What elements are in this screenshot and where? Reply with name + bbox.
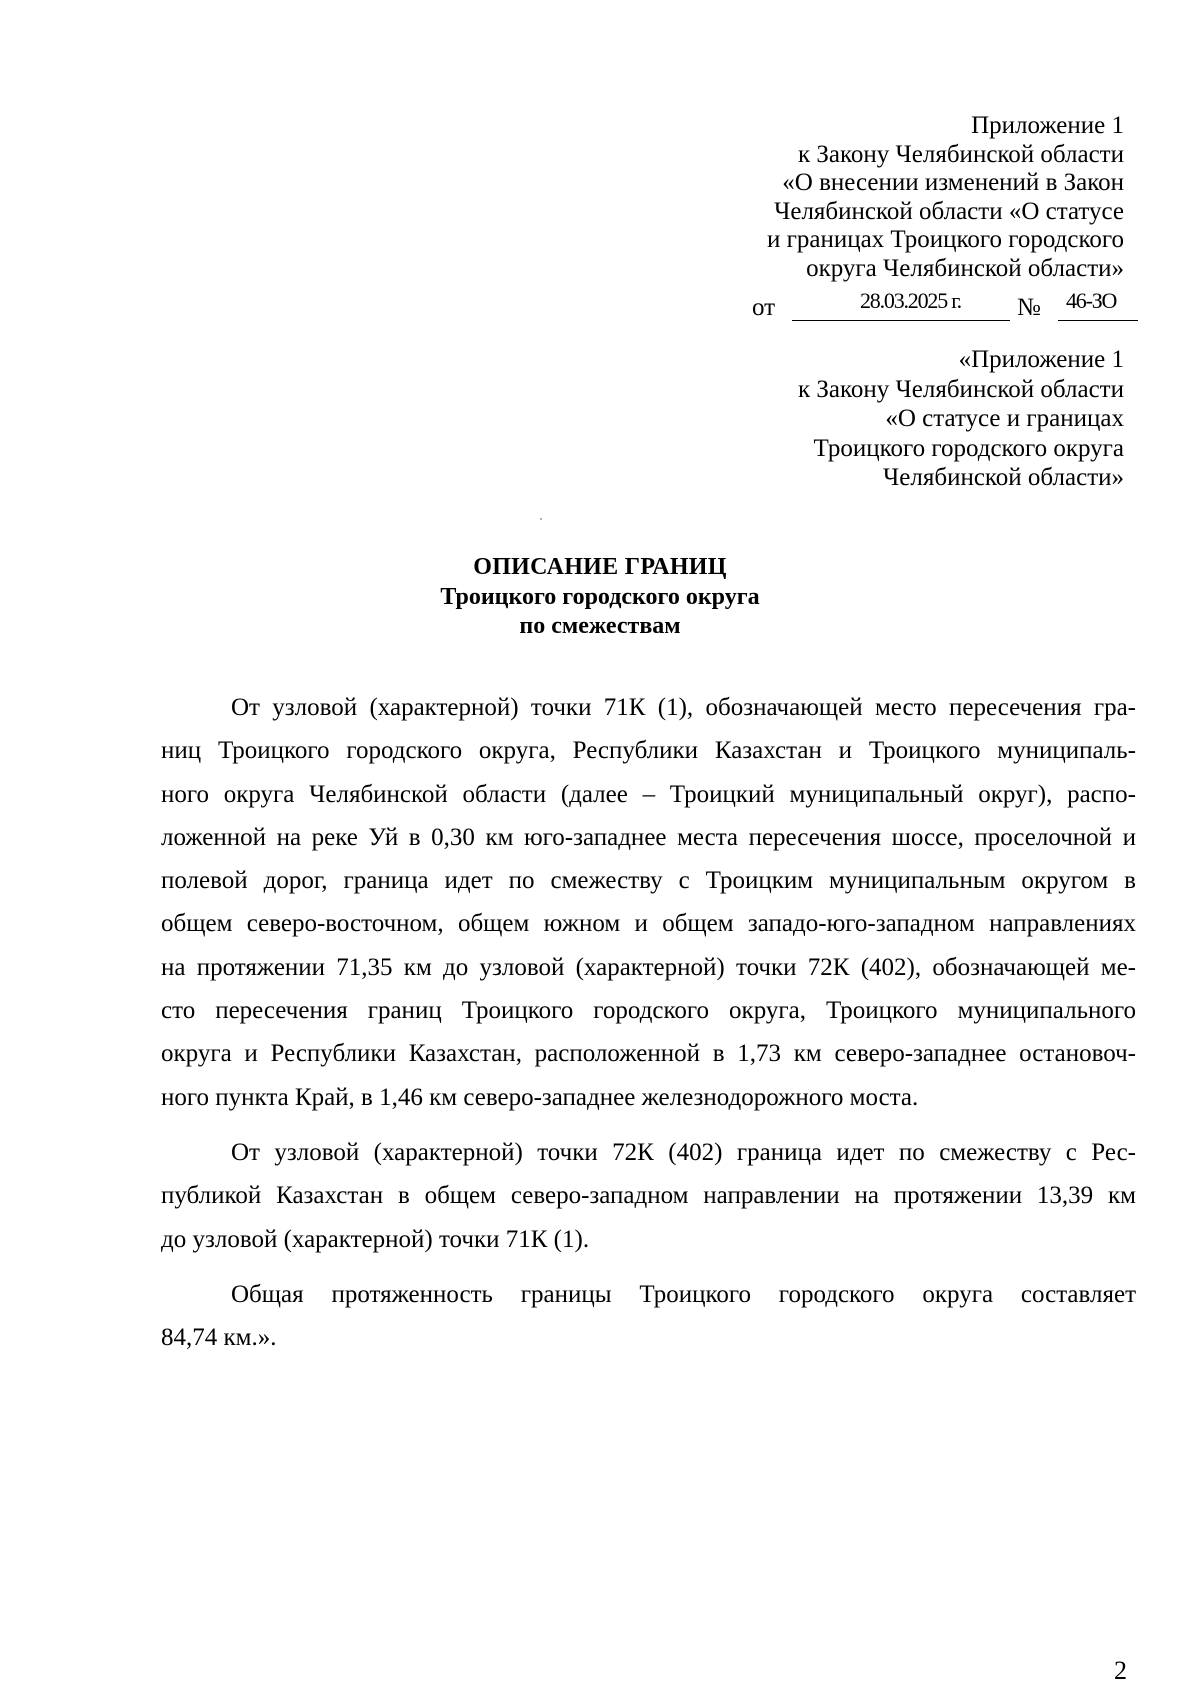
appendix-header: [644, 112, 1124, 284]
quoted-appendix-line: Троицкого городского округа: [813, 434, 1124, 462]
title-main: ОПИСАНИЕ ГРАНИЦ: [473, 554, 727, 580]
paragraph-line: на протяжении 71,35 км до узловой (характерной) точки 72К (402), обозначающей ме-: [161, 953, 1136, 981]
paragraph-line: публикой Казахстан в общем северо-западном направлении на протяжении 13,39 км: [161, 1182, 1136, 1210]
paragraph-1: [161, 686, 1136, 1119]
paragraph-line: ложенной на реке Уй в 0,30 км юго-западнее места пересечения шоссе, проселочной и: [161, 823, 1136, 851]
paragraph-line: полевой дорог, граница идет по смежеству с Троицким муниципальным округом в: [161, 867, 1136, 895]
document-title: [0, 553, 1200, 642]
appendix-header-line: округа Челябинской области»: [806, 254, 1124, 282]
date-value: 28.03.2025 г.: [860, 288, 961, 313]
appendix-header-line: и границах Троицкого городского: [766, 226, 1124, 254]
quoted-appendix-line: «О статусе и границах: [885, 405, 1124, 432]
paragraph-line: От узловой (характерной) точки 71К (1), обозначающей место пересечения гра-: [231, 694, 1136, 721]
paragraph-line: 84,74 км.».: [161, 1324, 277, 1352]
paragraph-line: до узловой (характерной) точки 71К (1).: [161, 1225, 590, 1253]
paragraph-line: ного пункта Край, в 1,46 км северо-западнее железнодорожного моста.: [161, 1083, 919, 1111]
paragraph-line: ного округа Челябинской области (далее – Троицкий муниципальный округ), распо-: [161, 780, 1136, 808]
number-field: [1058, 288, 1138, 321]
page-number: 2: [1114, 1656, 1127, 1685]
scan-speck: [540, 518, 542, 520]
paragraph-2: [161, 1131, 1136, 1261]
paragraph-line: ниц Троицкого городского округа, Республики Казахстан и Троицкого муниципаль-: [161, 737, 1136, 765]
paragraph-line: Общая протяженность границы Троицкого городского округа составляет: [231, 1280, 1136, 1308]
date-field: [792, 288, 1010, 321]
title-subtitle-1: Троицкого городского округа: [440, 583, 760, 610]
appendix-header-line: к Закону Челябинской области: [798, 140, 1124, 168]
paragraph-line: сто пересечения границ Троицкого городского округа, Троицкого муниципального: [161, 997, 1136, 1025]
paragraph-line: От узловой (характерной) точки 72К (402) граница идет по смежеству с Рес-: [231, 1138, 1136, 1166]
paragraph-3: [161, 1273, 1136, 1360]
number-prefix: №: [1017, 294, 1041, 321]
paragraph-line: общем северо-восточном, общем южном и общем западо-юго-западном направлениях: [161, 910, 1136, 938]
quoted-appendix-line: «Приложение 1: [958, 346, 1124, 373]
date-prefix: от: [752, 294, 776, 321]
number-value: 46-ЗО: [1066, 288, 1117, 313]
quoted-appendix-line: к Закону Челябинской области: [798, 375, 1124, 403]
quoted-appendix-header: [644, 345, 1124, 493]
appendix-header-line: «О внесении изменений в Закон: [782, 169, 1124, 197]
appendix-header-line: Приложение 1: [971, 112, 1124, 139]
quoted-appendix-line: Челябинской области»: [883, 464, 1124, 491]
appendix-header-line: Челябинской области «О статусе: [774, 197, 1124, 225]
title-subtitle-2: по смежествам: [519, 613, 681, 639]
document-body: [161, 686, 1136, 1359]
date-number-row: [752, 288, 1137, 322]
paragraph-line: округа и Республики Казахстан, расположенной в 1,73 км северо-западнее остановоч-: [161, 1040, 1136, 1068]
